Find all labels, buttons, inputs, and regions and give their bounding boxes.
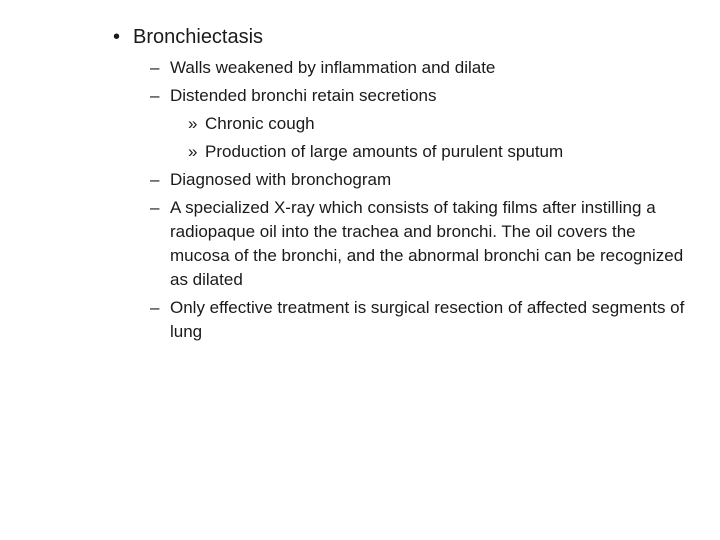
- list-item: [150, 168, 690, 192]
- slide-heading: Bronchiectasis: [133, 26, 264, 48]
- list-item: [188, 112, 690, 136]
- list-item: [150, 56, 690, 80]
- list-item: [150, 84, 690, 108]
- list-item-text: Diagnosed with bronchogram: [170, 170, 392, 189]
- list-item-text: Production of large amounts of purulent sputum: [205, 142, 564, 161]
- main-bullet: [113, 23, 263, 51]
- dash-marker: –: [150, 86, 160, 105]
- list-item-text: Only effective treatment is surgical resection of affected segments of lung: [170, 298, 685, 341]
- list-item: [150, 296, 690, 344]
- list-item-text: Chronic cough: [205, 114, 315, 133]
- bullet-marker: •: [113, 26, 121, 48]
- list-item-text: A specialized X-ray which consists of taking films after instilling a radiopaque oil into the trachea and bronchi. The oil covers the mucosa of the bronchi, and the abnormal bronchi can be recognized as dilated: [170, 198, 684, 289]
- list-item: [150, 196, 690, 292]
- list-item-text: Distended bronchi retain secretions: [170, 86, 437, 105]
- chevron-marker: »: [188, 142, 198, 161]
- sub-bullet-list: [150, 56, 690, 348]
- dash-marker: –: [150, 170, 160, 189]
- list-item-text: Walls weakened by inflammation and dilate: [170, 58, 496, 77]
- list-item: [188, 140, 690, 164]
- dash-marker: –: [150, 198, 160, 217]
- dash-marker: –: [150, 298, 160, 317]
- dash-marker: –: [150, 58, 160, 77]
- chevron-marker: »: [188, 114, 198, 133]
